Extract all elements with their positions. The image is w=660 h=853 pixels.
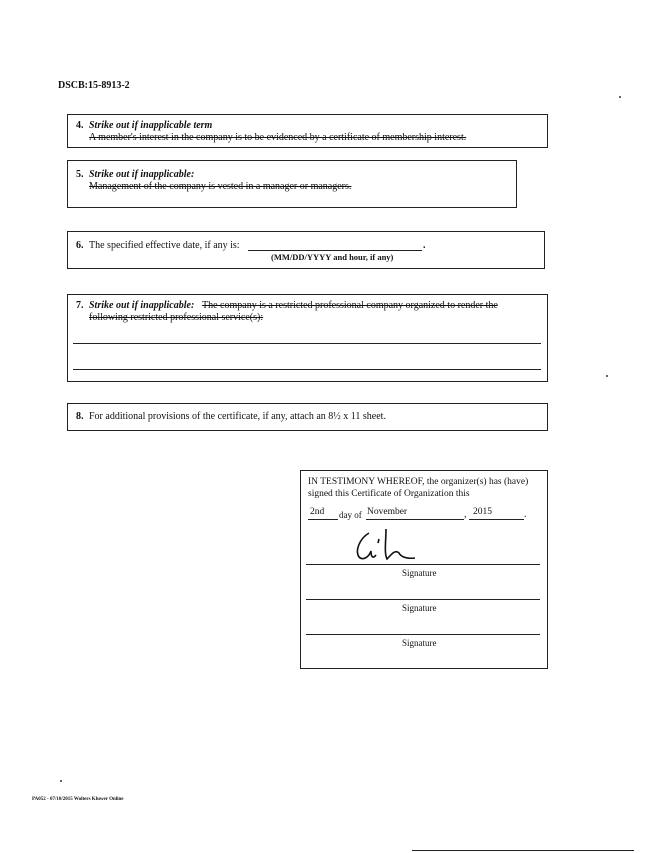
- item-5-number: 5.: [76, 169, 84, 180]
- month-comma: ,: [464, 509, 467, 520]
- item-8-label: For additional provisions of the certificate, if any, attach an 8½ x 11 sheet.: [89, 411, 386, 422]
- handwritten-signature: [349, 525, 439, 567]
- scan-speck-3: [60, 780, 62, 782]
- signature-label-2: Signature: [402, 603, 437, 613]
- testimony-line-2: signed this Certificate of Organization this: [308, 489, 470, 499]
- day-of-label: day of: [339, 510, 362, 520]
- item-6-number: 6.: [76, 240, 84, 251]
- scan-speck-1: [619, 96, 621, 98]
- effective-date-field[interactable]: [248, 238, 421, 250]
- signature-line-1[interactable]: [306, 564, 540, 565]
- item-7-title: Strike out if inapplicable:: [89, 300, 195, 311]
- item-6-label: The specified effective date, if any is:: [89, 240, 240, 251]
- footer-note: PA052 - 07/10/2015 Wolters Kluwer Online: [32, 797, 124, 802]
- year-period: .: [524, 509, 527, 520]
- item-7-line-2[interactable]: [73, 369, 541, 370]
- item-7-number: 7.: [76, 300, 84, 311]
- item-7-line-1[interactable]: [73, 343, 541, 344]
- year-underline: [469, 519, 524, 520]
- signature-label-3: Signature: [402, 638, 437, 648]
- month-underline: [366, 519, 464, 520]
- item-6-hint: (MM/DD/YYYY and hour, if any): [271, 252, 394, 262]
- scan-speck-2: [606, 375, 608, 377]
- signature-line-2[interactable]: [306, 599, 540, 600]
- testimony-box: [300, 470, 548, 669]
- effective-date-underline: [248, 250, 422, 251]
- item-7-struck-line-1: The company is a restricted professional company organized to render the: [202, 300, 498, 311]
- item-7-box: [67, 294, 548, 382]
- testimony-line-1: IN TESTIMONY WHEREOF, the organizer(s) has (have): [308, 477, 529, 487]
- month-field[interactable]: November: [367, 507, 408, 517]
- item-5-struck-text: Management of the company is vested in a manager or managers.: [89, 181, 352, 192]
- item-4-title: Strike out if inapplicable term: [89, 120, 213, 131]
- item-5-box: [67, 160, 517, 208]
- item-6-period: .: [423, 240, 426, 251]
- item-6-box: [67, 231, 545, 269]
- bottom-scan-line: [412, 850, 634, 851]
- item-4-number: 4.: [76, 120, 84, 131]
- signature-label-1: Signature: [402, 568, 437, 578]
- item-8-box: [67, 403, 548, 431]
- item-8-number: 8.: [76, 411, 84, 422]
- item-4-box: [67, 114, 548, 148]
- item-7-struck-line-2: following restricted professional service(s):: [89, 312, 264, 323]
- document-id: DSCB:15-8913-2: [58, 80, 130, 91]
- item-4-struck-text: A member's interest in the company is to be evidenced by a certificate of membership interest.: [89, 132, 467, 143]
- item-5-title: Strike out if inapplicable:: [89, 169, 195, 180]
- year-field[interactable]: 2015: [473, 507, 492, 517]
- day-field[interactable]: 2nd: [310, 507, 325, 517]
- day-underline: [308, 519, 338, 520]
- signature-line-3[interactable]: [306, 634, 540, 635]
